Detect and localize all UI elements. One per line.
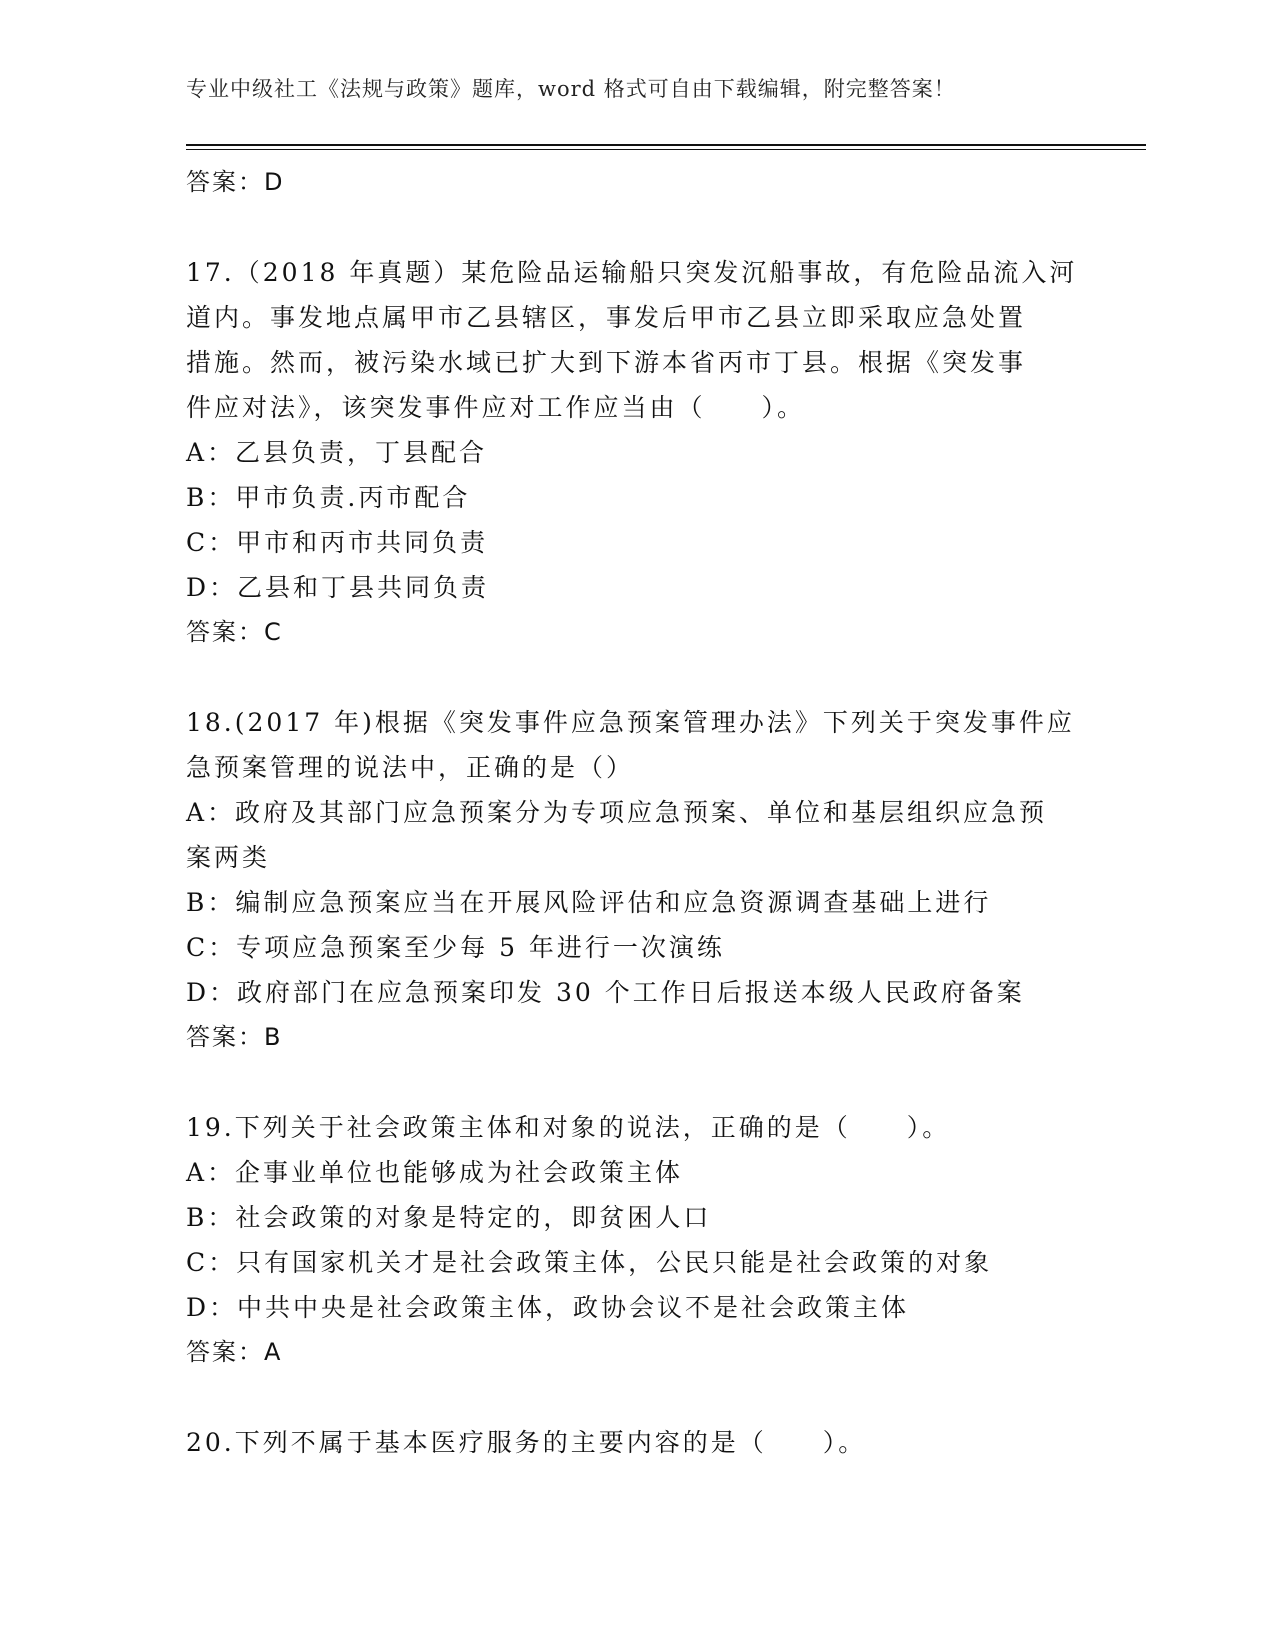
page-header: 专业中级社工《法规与政策》题库，word 格式可自由下载编辑，附完整答案！	[186, 77, 956, 101]
question-stem: 件应对法》，该突发事件应对工作应当由（ ）。	[186, 393, 806, 422]
option-c: C：只有国家机关才是社会政策主体，公民只能是社会政策的对象	[186, 1248, 993, 1277]
question-stem: 19.下列关于社会政策主体和对象的说法，正确的是（ ）。	[186, 1113, 951, 1142]
answer: 答案：A	[186, 1338, 283, 1366]
answer: 答案：B	[186, 1023, 283, 1051]
option-c: C：甲市和丙市共同负责	[186, 528, 489, 557]
question-stem: 18.(2017 年)根据《突发事件应急预案管理办法》下列关于突发事件应	[186, 708, 1075, 737]
option-c: C：专项应急预案至少每 5 年进行一次演练	[186, 933, 725, 962]
option-d: D：中共中央是社会政策主体，政协会议不是社会政策主体	[186, 1293, 910, 1322]
question-stem: 急预案管理的说法中，正确的是（）	[186, 753, 635, 782]
option-a-continued: 案两类	[186, 843, 271, 872]
option-b: B：社会政策的对象是特定的，即贫困人口	[186, 1203, 712, 1232]
question-stem: 20.下列不属于基本医疗服务的主要内容的是（ ）。	[186, 1428, 867, 1457]
question-18	[186, 700, 1086, 1060]
question-list	[186, 160, 1086, 1465]
question-stem: 措施。然而，被污染水域已扩大到下游本省丙市丁县。根据《突发事	[186, 348, 1027, 377]
question-stem: 道内。事发地点属甲市乙县辖区，事发后甲市乙县立即采取应急处置	[186, 303, 1027, 332]
option-d: D：乙县和丁县共同负责	[186, 573, 490, 602]
option-a: A：政府及其部门应急预案分为专项应急预案、单位和基层组织应急预	[186, 798, 1048, 827]
option-b: B：编制应急预案应当在开展风险评估和应急资源调查基础上进行	[186, 888, 992, 917]
option-d: D：政府部门在应急预案印发 30 个工作日后报送本级人民政府备案	[186, 978, 1025, 1007]
answer-previous: 答案：D	[186, 168, 285, 196]
answer: 答案：C	[186, 618, 283, 646]
question-19	[186, 1105, 1086, 1375]
question-17	[186, 250, 1086, 655]
option-a: A：乙县负责，丁县配合	[186, 438, 488, 467]
option-b: B：甲市负责.丙市配合	[186, 483, 471, 512]
option-a: A：企事业单位也能够成为社会政策主体	[186, 1158, 684, 1187]
question-20	[186, 1420, 1086, 1465]
header-rule	[186, 144, 1146, 150]
question-stem: 17.（2018 年真题）某危险品运输船只突发沉船事故，有危险品流入河	[186, 258, 1078, 287]
